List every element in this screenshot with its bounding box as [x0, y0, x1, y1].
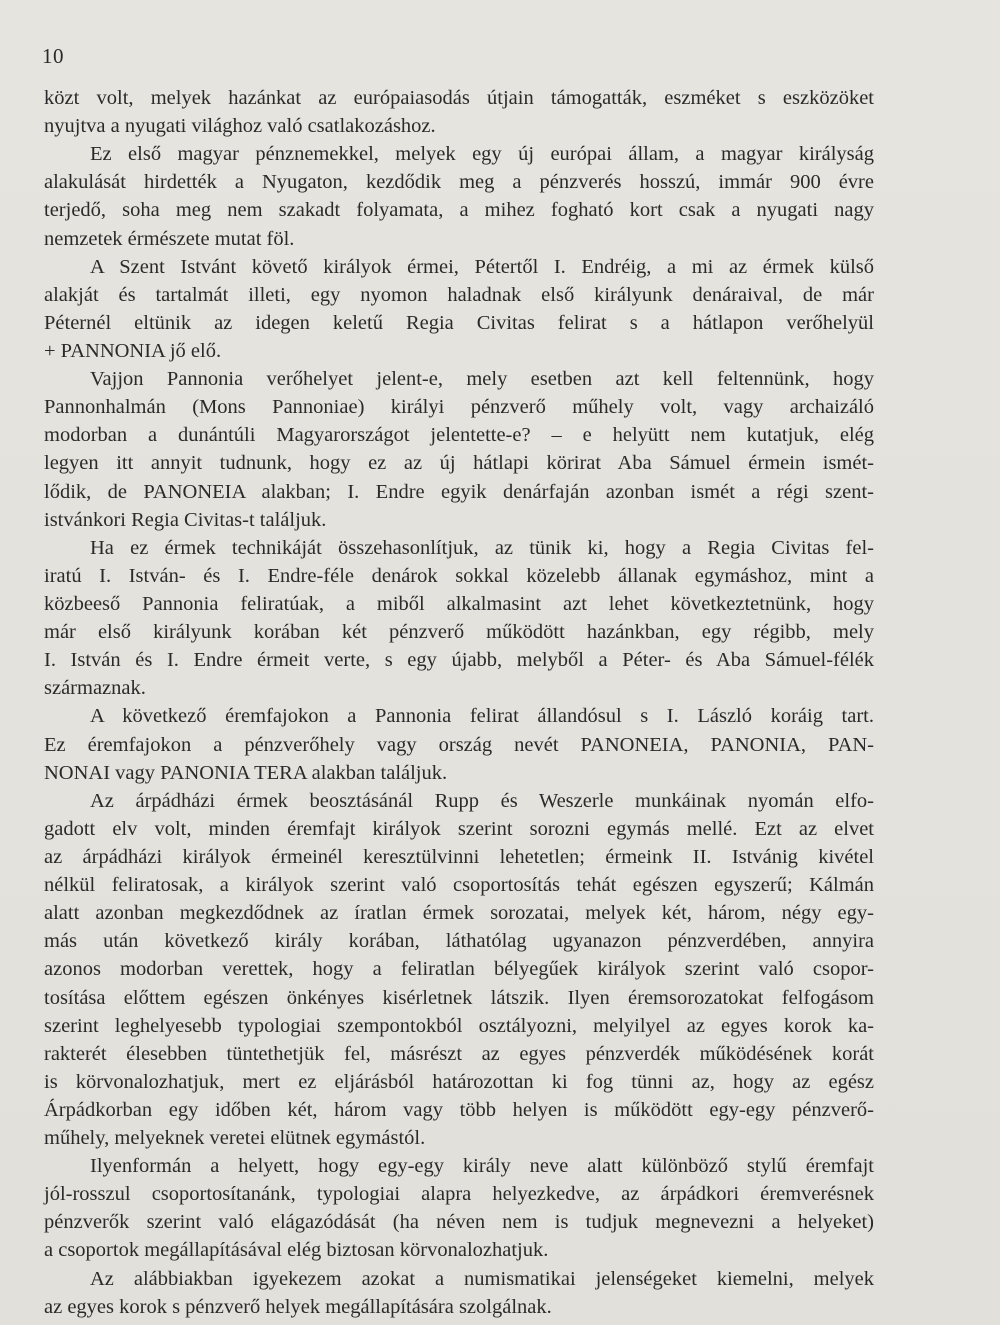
- text-line: modorban a dunántúli Magyarországot jelentette-e? – e helyütt nem kutatjuk, elég: [44, 424, 874, 447]
- text-line: Pannonhalmán (Mons Pannoniae) királyi pénzverő műhely volt, vagy archaizáló: [44, 396, 874, 419]
- text-line: Ez éremfajokon a pénzverőhely vagy ország nevét PANONEIA, PANONIA, PAN-: [44, 733, 874, 756]
- text-line: jól-rosszul csoportosítanánk, typologiai alapra helyezkedve, az árpádkori éremverésnek: [44, 1183, 874, 1206]
- text-line: Ez első magyar pénznemekkel, melyek egy új európai állam, a magyar királyság: [90, 143, 874, 166]
- text-line: alakját és tartalmát illeti, egy nyomon haladnak első királyunk denáraival, de már: [44, 283, 874, 306]
- text-line: Péternél eltünik az idegen keletű Regia Civitas felirat s a hátlapon verőhelyül: [44, 311, 874, 334]
- text-line: a csoportok megállapításával elég biztosan körvonalozhatjuk.: [44, 1239, 549, 1262]
- text-line: az egyes korok s pénzverő helyek megállapítására szolgálnak.: [44, 1295, 552, 1318]
- text-line: A Szent Istvánt követő királyok érmei, Pétertől I. Endréig, a mi az érmek külső: [90, 255, 874, 278]
- text-line: istvánkori Regia Civitas-t találjuk.: [44, 508, 327, 531]
- text-line: nyujtva a nyugati világhoz való csatlakozáshoz.: [44, 115, 436, 138]
- text-line: rakterét élesebben tüntethetjük fel, másrészt az egyes pénzverdék működésének korát: [44, 1042, 874, 1065]
- page-number: 10: [42, 44, 64, 68]
- text-line: Ha ez érmek technikáját összehasonlítjuk, az tünik ki, hogy a Regia Civitas fel-: [90, 536, 874, 559]
- text-line: gadott elv volt, minden éremfajt királyok szerint sorozni egymás mellé. Ezt az elvet: [44, 817, 874, 840]
- text-line: közt volt, melyek hazánkat az európaiasodás útjain támogatták, eszméket s eszközöket: [44, 87, 874, 109]
- text-line: tosítása előttem egészen önkényes kisérletnek látszik. Ilyen éremsorozatokat felfogásom: [44, 986, 874, 1009]
- text-line: I. István és I. Endre érmeit verte, s egy újabb, melyből a Péter- és Aba Sámuel-félék: [44, 649, 874, 672]
- text-line: Árpádkorban egy időben két, három vagy több helyen is működött egy-egy pénzverő-: [44, 1098, 874, 1121]
- text-line: Az alábbiakban igyekezem azokat a numismatikai jelenségeket kiemelni, melyek: [90, 1267, 874, 1290]
- text-line: műhely, melyeknek veretei elütnek egymástól.: [44, 1127, 426, 1150]
- text-line: lődik, de PANONEIA alakban; I. Endre egyik denárfaján azonban ismét a régi szent-: [44, 480, 874, 503]
- text-line: pénzverők szerint való elágazódását (ha néven nem is tudjuk megnevezni a helyeket): [44, 1211, 874, 1234]
- text-line: Ilyenformán a helyett, hogy egy-egy király neve alatt különböző stylű éremfajt: [90, 1155, 874, 1178]
- text-line: Vajjon Pannonia verőhelyet jelent-e, mely esetben azt kell feltennünk, hogy: [90, 368, 874, 391]
- text-line: alakulását hirdették a Nyugaton, kezdődik meg a pénzverés hosszú, immár 900 évre: [44, 171, 874, 194]
- text-line: nélkül feliratosak, a királyok szerint való csoportosítás tehát egészen egyszerű; Kálmán: [44, 874, 874, 897]
- text-line: iratú I. István- és I. Endre-féle denárok sokkal közelebb állanak egymáshoz, mint a: [44, 564, 874, 587]
- text-line: terjedő, soha meg nem szakadt folyamata, a mihez fogható kort csak a nyugati nagy: [44, 199, 874, 222]
- text-line: NONAI vagy PANONIA TERA alakban találjuk.: [44, 761, 448, 784]
- text-line: nemzetek érmészete mutat föl.: [44, 227, 295, 250]
- text-line: már első királyunk korában két pénzverő működött hazánkban, egy régibb, mely: [44, 621, 874, 644]
- text-line: legyen itt annyit tudnunk, hogy ez az új hátlapi körirat Aba Sámuel érmein ismét-: [44, 452, 874, 475]
- text-line: más után következő király korában, láthatólag ugyanazon pénzverdében, annyira: [44, 930, 874, 953]
- text-line: azonos modorban verettek, hogy a feliratlan bélyegűek királyok szerint való csopor-: [44, 958, 874, 981]
- text-line: közbeeső Pannonia feliratúak, a miből alkalmasint azt lehet következtetnünk, hogy: [44, 592, 874, 615]
- text-line: + PANNONIA jő elő.: [44, 339, 222, 362]
- text-line: is körvonalozhatjuk, mert ez eljárásból határozottan ki fog tünni az, hogy az egész: [44, 1070, 874, 1093]
- text-line: szerint leghelyesebb typologiai szempontokból osztályozni, melyilyel az egyes korok ka-: [44, 1014, 874, 1037]
- text-line: Az árpádházi érmek beosztásánál Rupp és Weszerle munkáinak nyomán elfo-: [90, 789, 874, 812]
- text-line: származnak.: [44, 677, 146, 700]
- text-line: A következő éremfajokon a Pannonia felirat állandósul s I. László koráig tart.: [90, 705, 874, 728]
- text-line: az árpádházi királyok érmeinél keresztülvinni lehetetlen; érmeink II. Istvánig kivétel: [44, 845, 874, 868]
- body-text: [44, 84, 874, 1321]
- text-line: alatt azonban megkezdődnek az íratlan érmek sorozatai, melyek két, három, négy egy-: [44, 902, 874, 925]
